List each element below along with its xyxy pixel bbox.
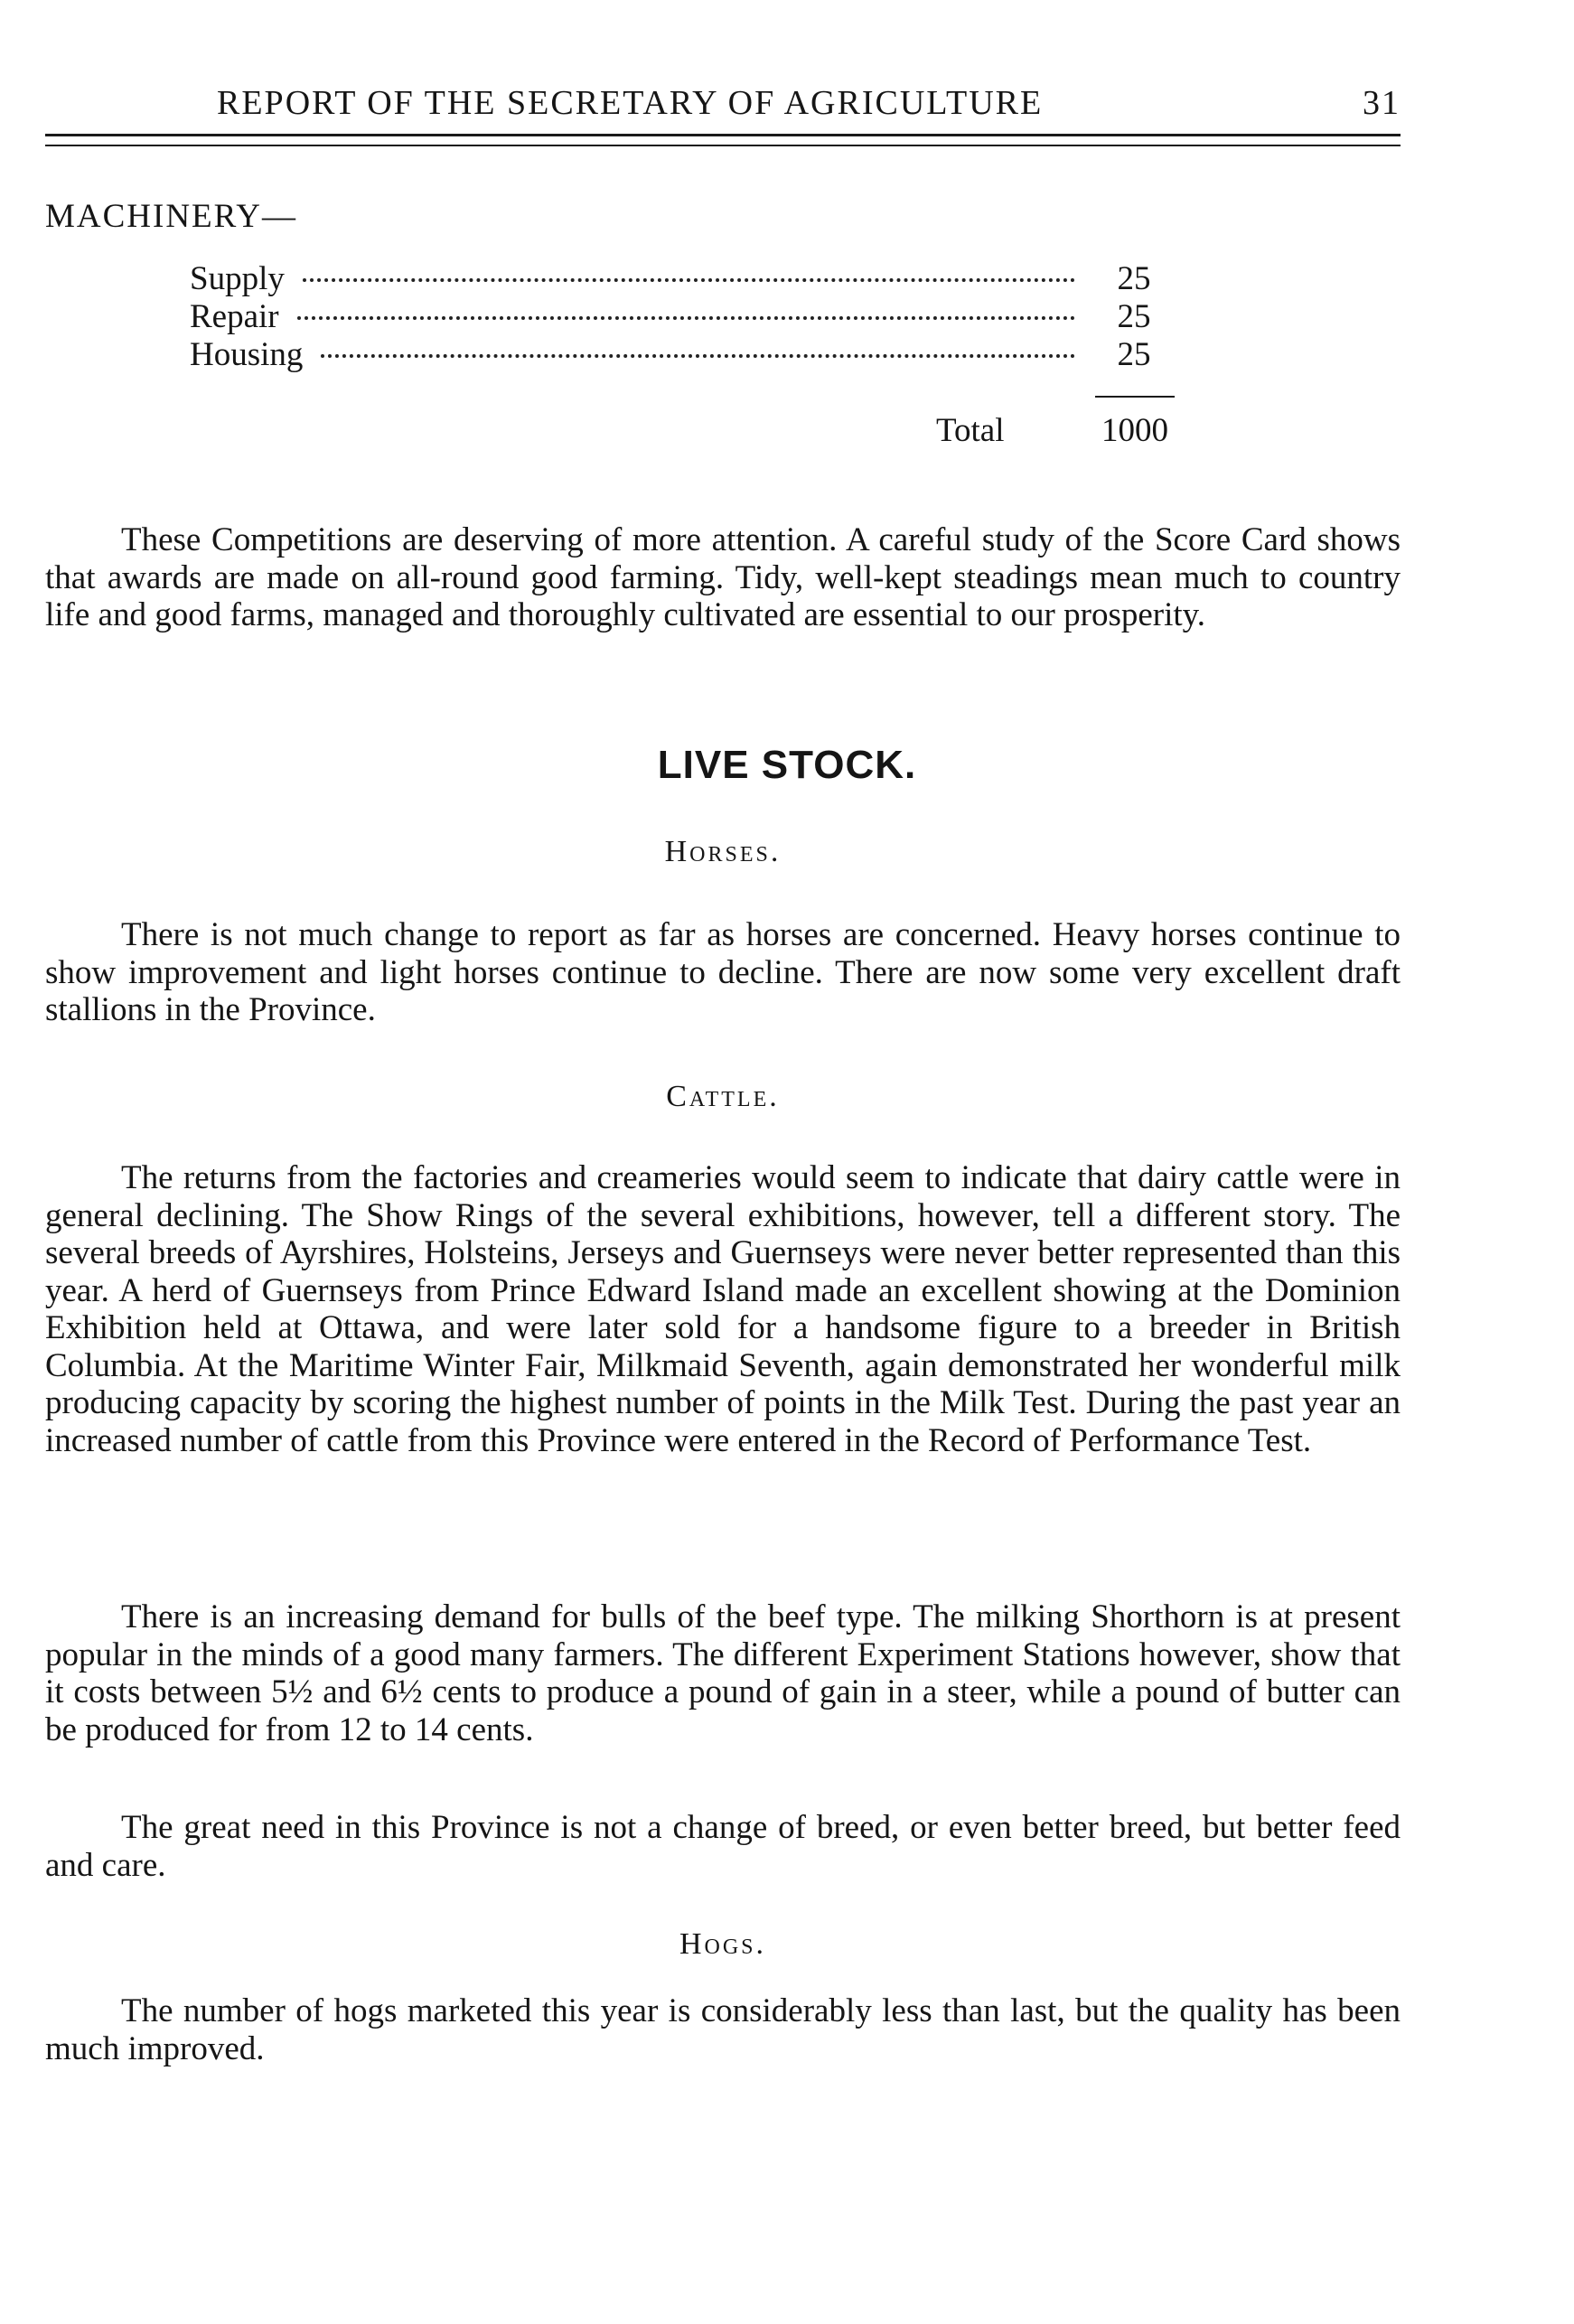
page-number: 31 [1363, 84, 1401, 122]
machinery-item-label: Repair [190, 298, 279, 335]
dot-leader [321, 354, 1075, 358]
machinery-item-value: 25 [1117, 260, 1151, 297]
horses-paragraph: There is not much change to report as far as horses are concerned. Heavy horses continue to show improvement and light horses continue to decline. There are now some very excellent draft stallions in the Province. [45, 916, 1401, 1028]
total-value: 1000 [1101, 412, 1168, 449]
horses-heading: Horses. [664, 835, 782, 868]
cattle-paragraph-2: There is an increasing demand for bulls of the beef type. The milking Shorthorn is at present popular in the minds of a good many farmers. The different Experiment Stations however, show that it costs between 5½ and 6½ cents to produce a pound of gain in a steer, while a pound of butter can be produced for from 12 to 14 cents. [45, 1598, 1401, 1748]
section-title: LIVE STOCK. [657, 743, 917, 787]
hogs-paragraph: The number of hogs marketed this year is considerably less than last, but the quality has been much improved. [45, 1992, 1401, 2067]
dot-leader [297, 316, 1075, 320]
hogs-heading: Hogs. [679, 1927, 767, 1961]
header-rule-bottom [45, 145, 1401, 146]
cattle-heading: Cattle. [666, 1080, 780, 1113]
total-rule [1095, 396, 1175, 398]
running-header-title: REPORT OF THE SECRETARY OF AGRICULTURE [217, 84, 1044, 122]
machinery-list [190, 260, 1175, 374]
machinery-row-repair [190, 298, 1175, 336]
machinery-item-label: Supply [190, 260, 285, 297]
cattle-paragraph-1: The returns from the factories and creameries would seem to indicate that dairy cattle were in general declining. The Show Rings of the several exhibitions, however, tell a different story. The several breeds of Ayrshires, Holsteins, Jerseys and Guernseys were never better represented than this year. A herd of Guernseys from Prince Edward Island made an excellent showing at the Dominion Exhibition held at Ottawa, and were later sold for a handsome figure to a breeder in British Columbia. At the Maritime Winter Fair, Milkmaid Seventh, again demonstrated her wonderful milk producing capacity by scoring the highest number of points in the Milk Test. During the past year an increased number of cattle from this Province were entered in the Record of Performance Test. [45, 1159, 1401, 1459]
header-rule-top [45, 134, 1401, 136]
machinery-item-value: 25 [1117, 298, 1151, 335]
machinery-heading: MACHINERY— [45, 198, 298, 235]
total-label: Total [936, 412, 1005, 449]
dot-leader [303, 278, 1075, 282]
intro-paragraph: These Competitions are deserving of more attention. A careful study of the Score Card shows that awards are made on all-round good farming. Tidy, well-kept steadings mean much to country life and good farms, managed and thoroughly cultivated are essential to our prosperity. [45, 521, 1401, 633]
machinery-item-value: 25 [1117, 336, 1151, 373]
machinery-row-supply [190, 260, 1175, 298]
machinery-row-housing [190, 336, 1175, 374]
machinery-item-label: Housing [190, 336, 304, 373]
cattle-paragraph-3: The great need in this Province is not a change of breed, or even better breed, but better feed and care. [45, 1809, 1401, 1884]
